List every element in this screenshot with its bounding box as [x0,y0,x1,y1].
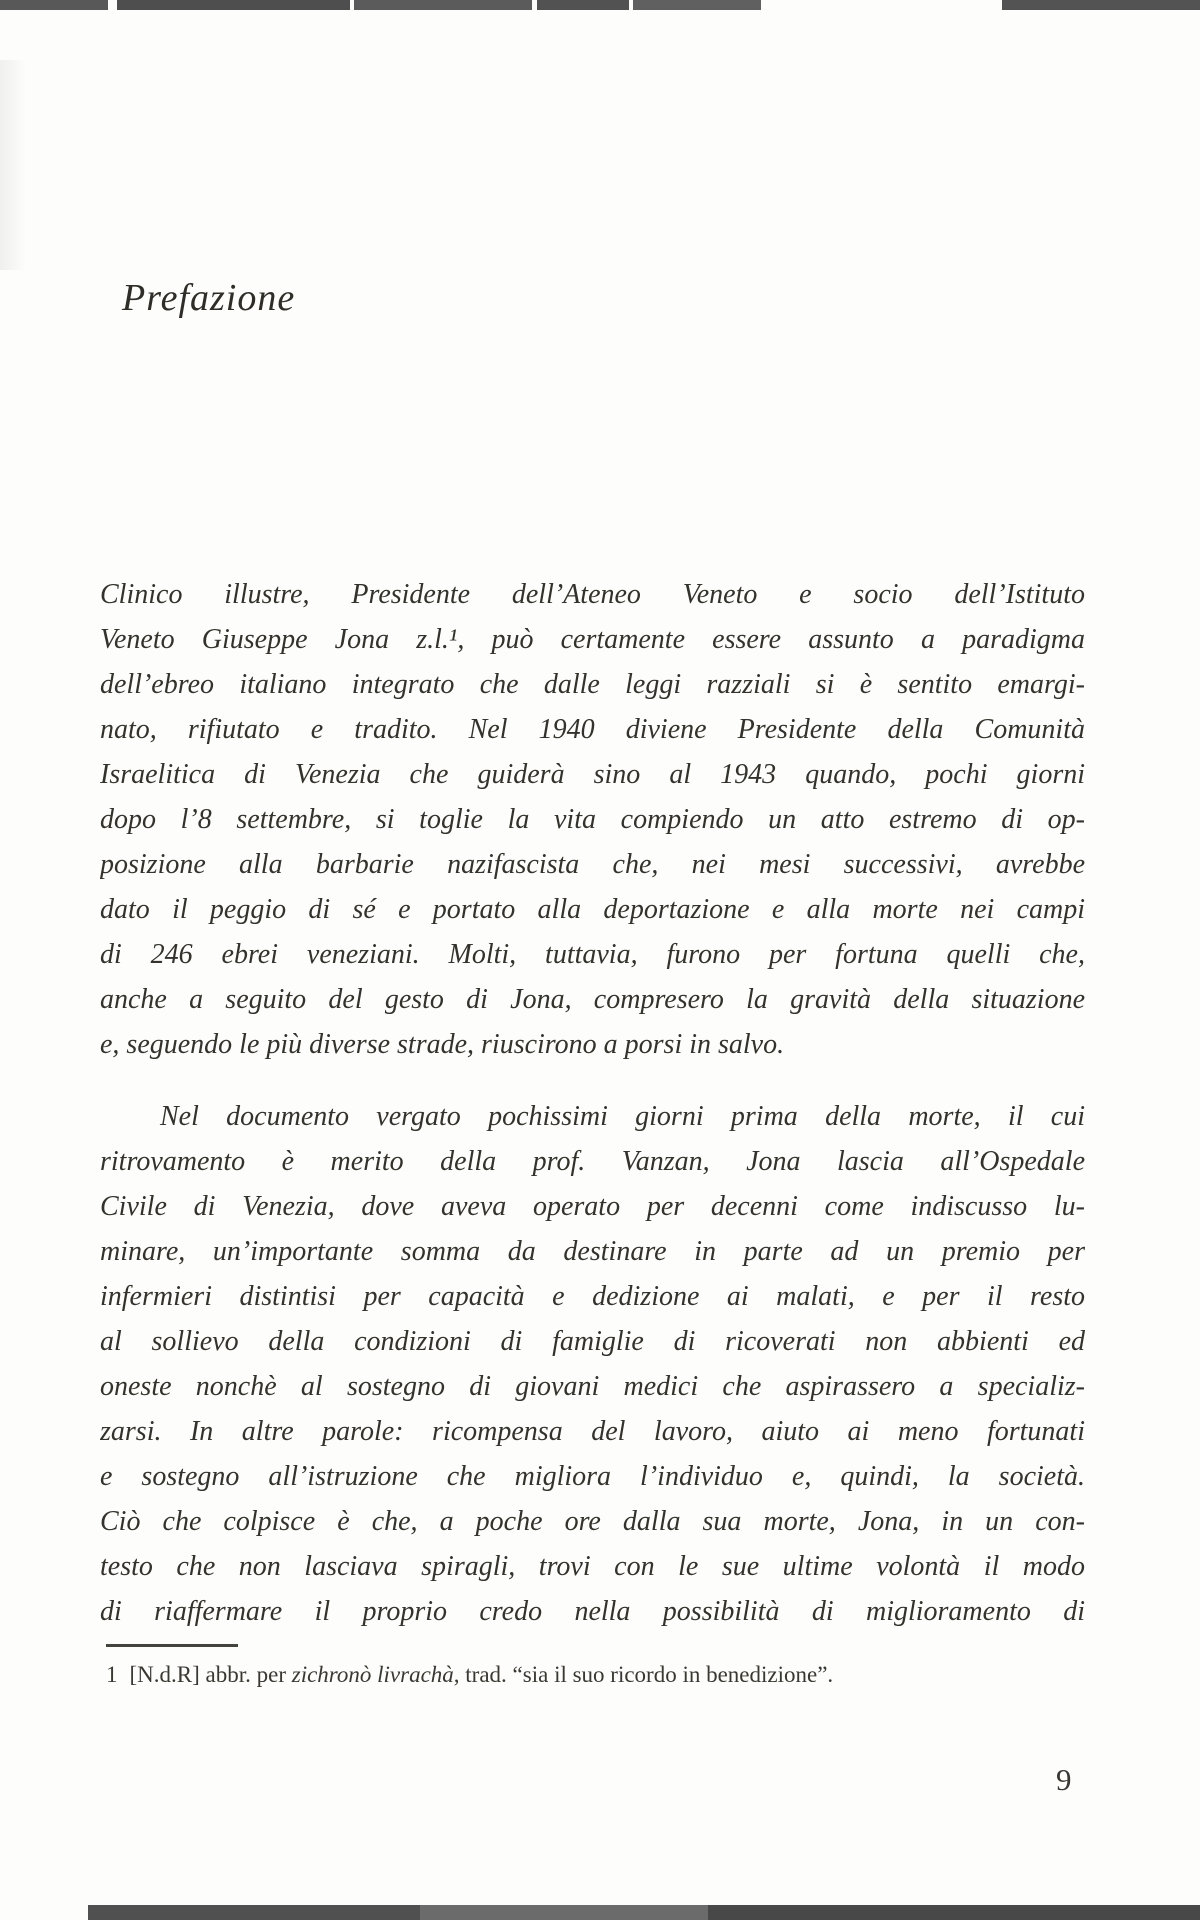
scan-artifact-strip-bottom [0,1905,1200,1920]
scan-shadow-left [0,60,26,270]
paragraph [100,572,1085,1067]
scan-artifact-strip-top [0,0,1200,10]
paragraph [100,1094,1085,1634]
scan-artifact-segment [354,0,532,10]
text-line: oneste nonchè al sostegno di giovani medici che aspirassero a specializ- [100,1371,1085,1402]
text-line: zarsi. In altre parole: ricompensa del lavoro, aiuto ai meno fortunati [100,1416,1085,1447]
page-number: 9 [1056,1762,1072,1797]
footnote-text [106,1660,1086,1690]
text-line: testo che non lasciava spiragli, trovi con le sue ultime volontà il modo [100,1551,1085,1582]
page-title: Prefazione [122,277,296,319]
text-line: Israelitica di Venezia che guiderà sino al 1943 quando, pochi giorni [100,759,1085,790]
footnote-italic-term: zichronò livrachà [291,1662,454,1687]
scan-artifact-segment [1002,0,1200,10]
text-line: e, seguendo le più diverse strade, riuscirono a porsi in salvo. [100,1029,785,1060]
scan-artifact-segment [708,1905,1200,1920]
text-line: di riaffermare il proprio credo nella possibilità di miglioramento di [100,1596,1085,1627]
body-text [100,572,1085,1634]
footnote-rule [106,1644,238,1647]
footnote-suffix: , trad. “sia il suo ricordo in benedizione”. [453,1662,834,1687]
text-line: dato il peggio di sé e portato alla deportazione e alla morte nei campi [100,894,1085,925]
text-line: nato, rifiutato e tradito. Nel 1940 diviene Presidente della Comunità [100,714,1085,745]
text-line: minare, un’importante somma da destinare in parte ad un premio per [100,1236,1085,1267]
text-line: dopo l’8 settembre, si toglie la vita compiendo un atto estremo di op- [100,804,1085,835]
scan-artifact-segment [88,1905,420,1920]
text-line: anche a seguito del gesto di Jona, compresero la gravità della situazione [100,984,1085,1015]
text-line: Civile di Venezia, dove aveva operato per decenni come indiscusso lu- [100,1191,1085,1222]
text-line: Clinico illustre, Presidente dell’Ateneo Veneto e socio dell’Istituto [100,579,1085,610]
scan-artifact-segment [117,0,350,10]
footnote-prefix: [N.d.R] abbr. per [129,1662,292,1687]
text-line: ritrovamento è merito della prof. Vanzan, Jona lascia all’Ospedale [100,1146,1085,1177]
text-line: dell’ebreo italiano integrato che dalle leggi razziali si è sentito emargi- [100,669,1085,700]
footnote-marker: 1 [106,1662,118,1687]
text-line: e sostegno all’istruzione che migliora l’individuo e, quindi, la società. [100,1461,1085,1492]
scan-artifact-segment [537,0,629,10]
text-line: Ciò che colpisce è che, a poche ore dalla sua morte, Jona, in un con- [100,1506,1085,1537]
scan-artifact-segment [420,1905,708,1920]
text-line: di 246 ebrei veneziani. Molti, tuttavia, furono per fortuna quelli che, [100,939,1085,970]
text-line: infermieri distintisi per capacità e dedizione ai malati, e per il resto [100,1281,1085,1312]
scan-artifact-segment [633,0,761,10]
text-line: al sollievo della condizioni di famiglie di ricoverati non abbienti ed [100,1326,1085,1357]
text-line: Nel documento vergato pochissimi giorni prima della morte, il cui [160,1101,1085,1132]
text-line: Veneto Giuseppe Jona z.l.¹, può certamente essere assunto a paradigma [100,624,1085,655]
text-line: posizione alla barbarie nazifascista che, nei mesi successivi, avrebbe [100,849,1085,880]
scan-artifact-segment [0,0,108,10]
footnote [106,1644,1086,1690]
